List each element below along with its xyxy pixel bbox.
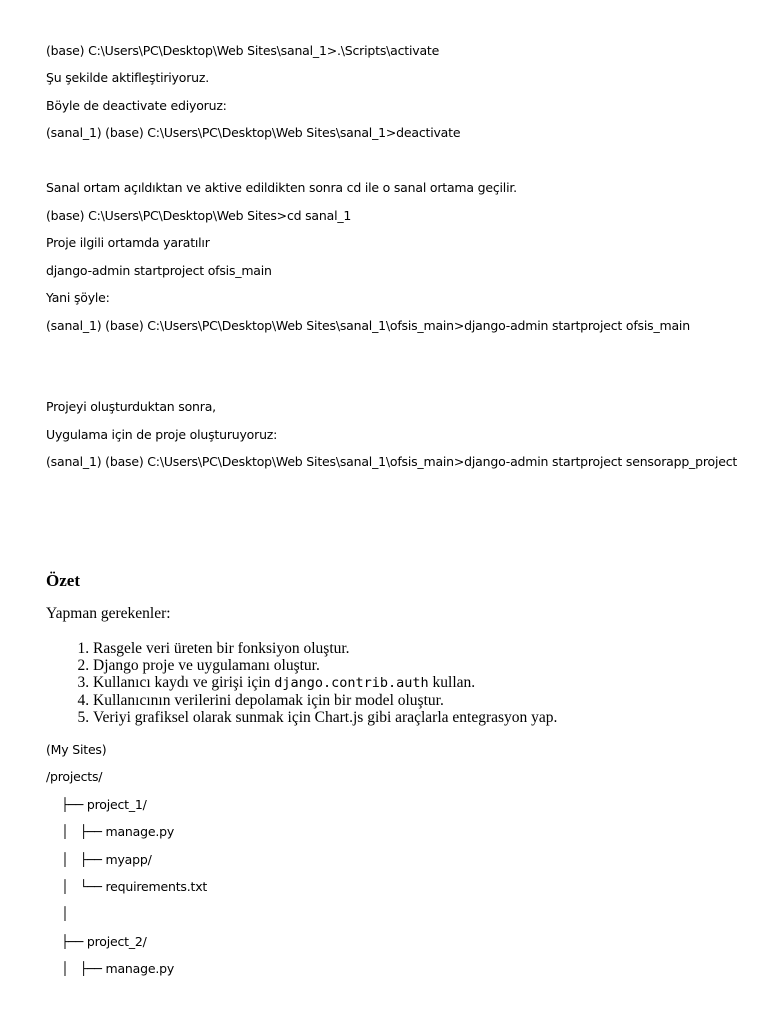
note-line: (base) C:\Users\PC\Desktop\Web Sites\sanal_1>.\Scripts\activate — [46, 43, 440, 58]
note-line: (sanal_1) (base) C:\Users\PC\Desktop\Web Sites\sanal_1\ofsis_main>django-admin startproject ofsis_main — [46, 318, 690, 333]
note-line: Sanal ortam açıldıktan ve aktive edildikten sonra cd ile o sanal ortama geçilir. — [46, 180, 517, 195]
note-line: Şu şekilde aktifleştiriyoruz. — [46, 70, 209, 85]
note-line: (base) C:\Users\PC\Desktop\Web Sites>cd sanal_1 — [46, 208, 352, 223]
note-line: Uygulama için de proje oluşturuyoruz: — [46, 427, 278, 442]
note-line: Böyle de deactivate ediyoruz: — [46, 98, 227, 113]
tree-line: ├── project_1/ — [46, 797, 147, 812]
list-item: 2. Django proje ve uygulamanı oluştur. — [93, 657, 557, 674]
summary-steps-list — [46, 640, 557, 726]
tree-line: ├── project_2/ — [46, 934, 147, 949]
note-line: Yani şöyle: — [46, 290, 110, 305]
summary-intro: Yapman gerekenler: — [46, 605, 171, 622]
note-line: django-admin startproject ofsis_main — [46, 263, 272, 278]
summary-heading: Özet — [46, 571, 80, 590]
tree-line: │ — [46, 906, 69, 921]
tree-line: │ └── requirements.txt — [46, 879, 208, 894]
inline-code: django.contrib.auth — [274, 675, 429, 691]
note-line: (sanal_1) (base) C:\Users\PC\Desktop\Web Sites\sanal_1>deactivate — [46, 125, 461, 140]
note-line: Projeyi oluşturduktan sonra, — [46, 399, 216, 414]
tree-line: │ ├── myapp/ — [46, 852, 152, 867]
list-item: 3. Kullanıcı kaydı ve girişi için django.contrib.auth kullan. — [93, 674, 557, 692]
list-item: 1. Rasgele veri üreten bir fonksiyon oluştur. — [93, 640, 557, 657]
tree-line: │ ├── manage.py — [46, 824, 175, 839]
list-item: 4. Kullanıcının verilerini depolamak için bir model oluştur. — [93, 692, 557, 709]
tree-line: │ ├── manage.py — [46, 961, 175, 976]
note-line: (sanal_1) (base) C:\Users\PC\Desktop\Web Sites\sanal_1\ofsis_main>django-admin startproject sensorapp_project — [46, 454, 738, 469]
list-item: 5. Veriyi grafiksel olarak sunmak için Chart.js gibi araçlarla entegrasyon yap. — [93, 709, 557, 726]
tree-line: /projects/ — [46, 769, 103, 784]
tree-line: (My Sites) — [46, 742, 107, 757]
note-line: Proje ilgili ortamda yaratılır — [46, 235, 210, 250]
